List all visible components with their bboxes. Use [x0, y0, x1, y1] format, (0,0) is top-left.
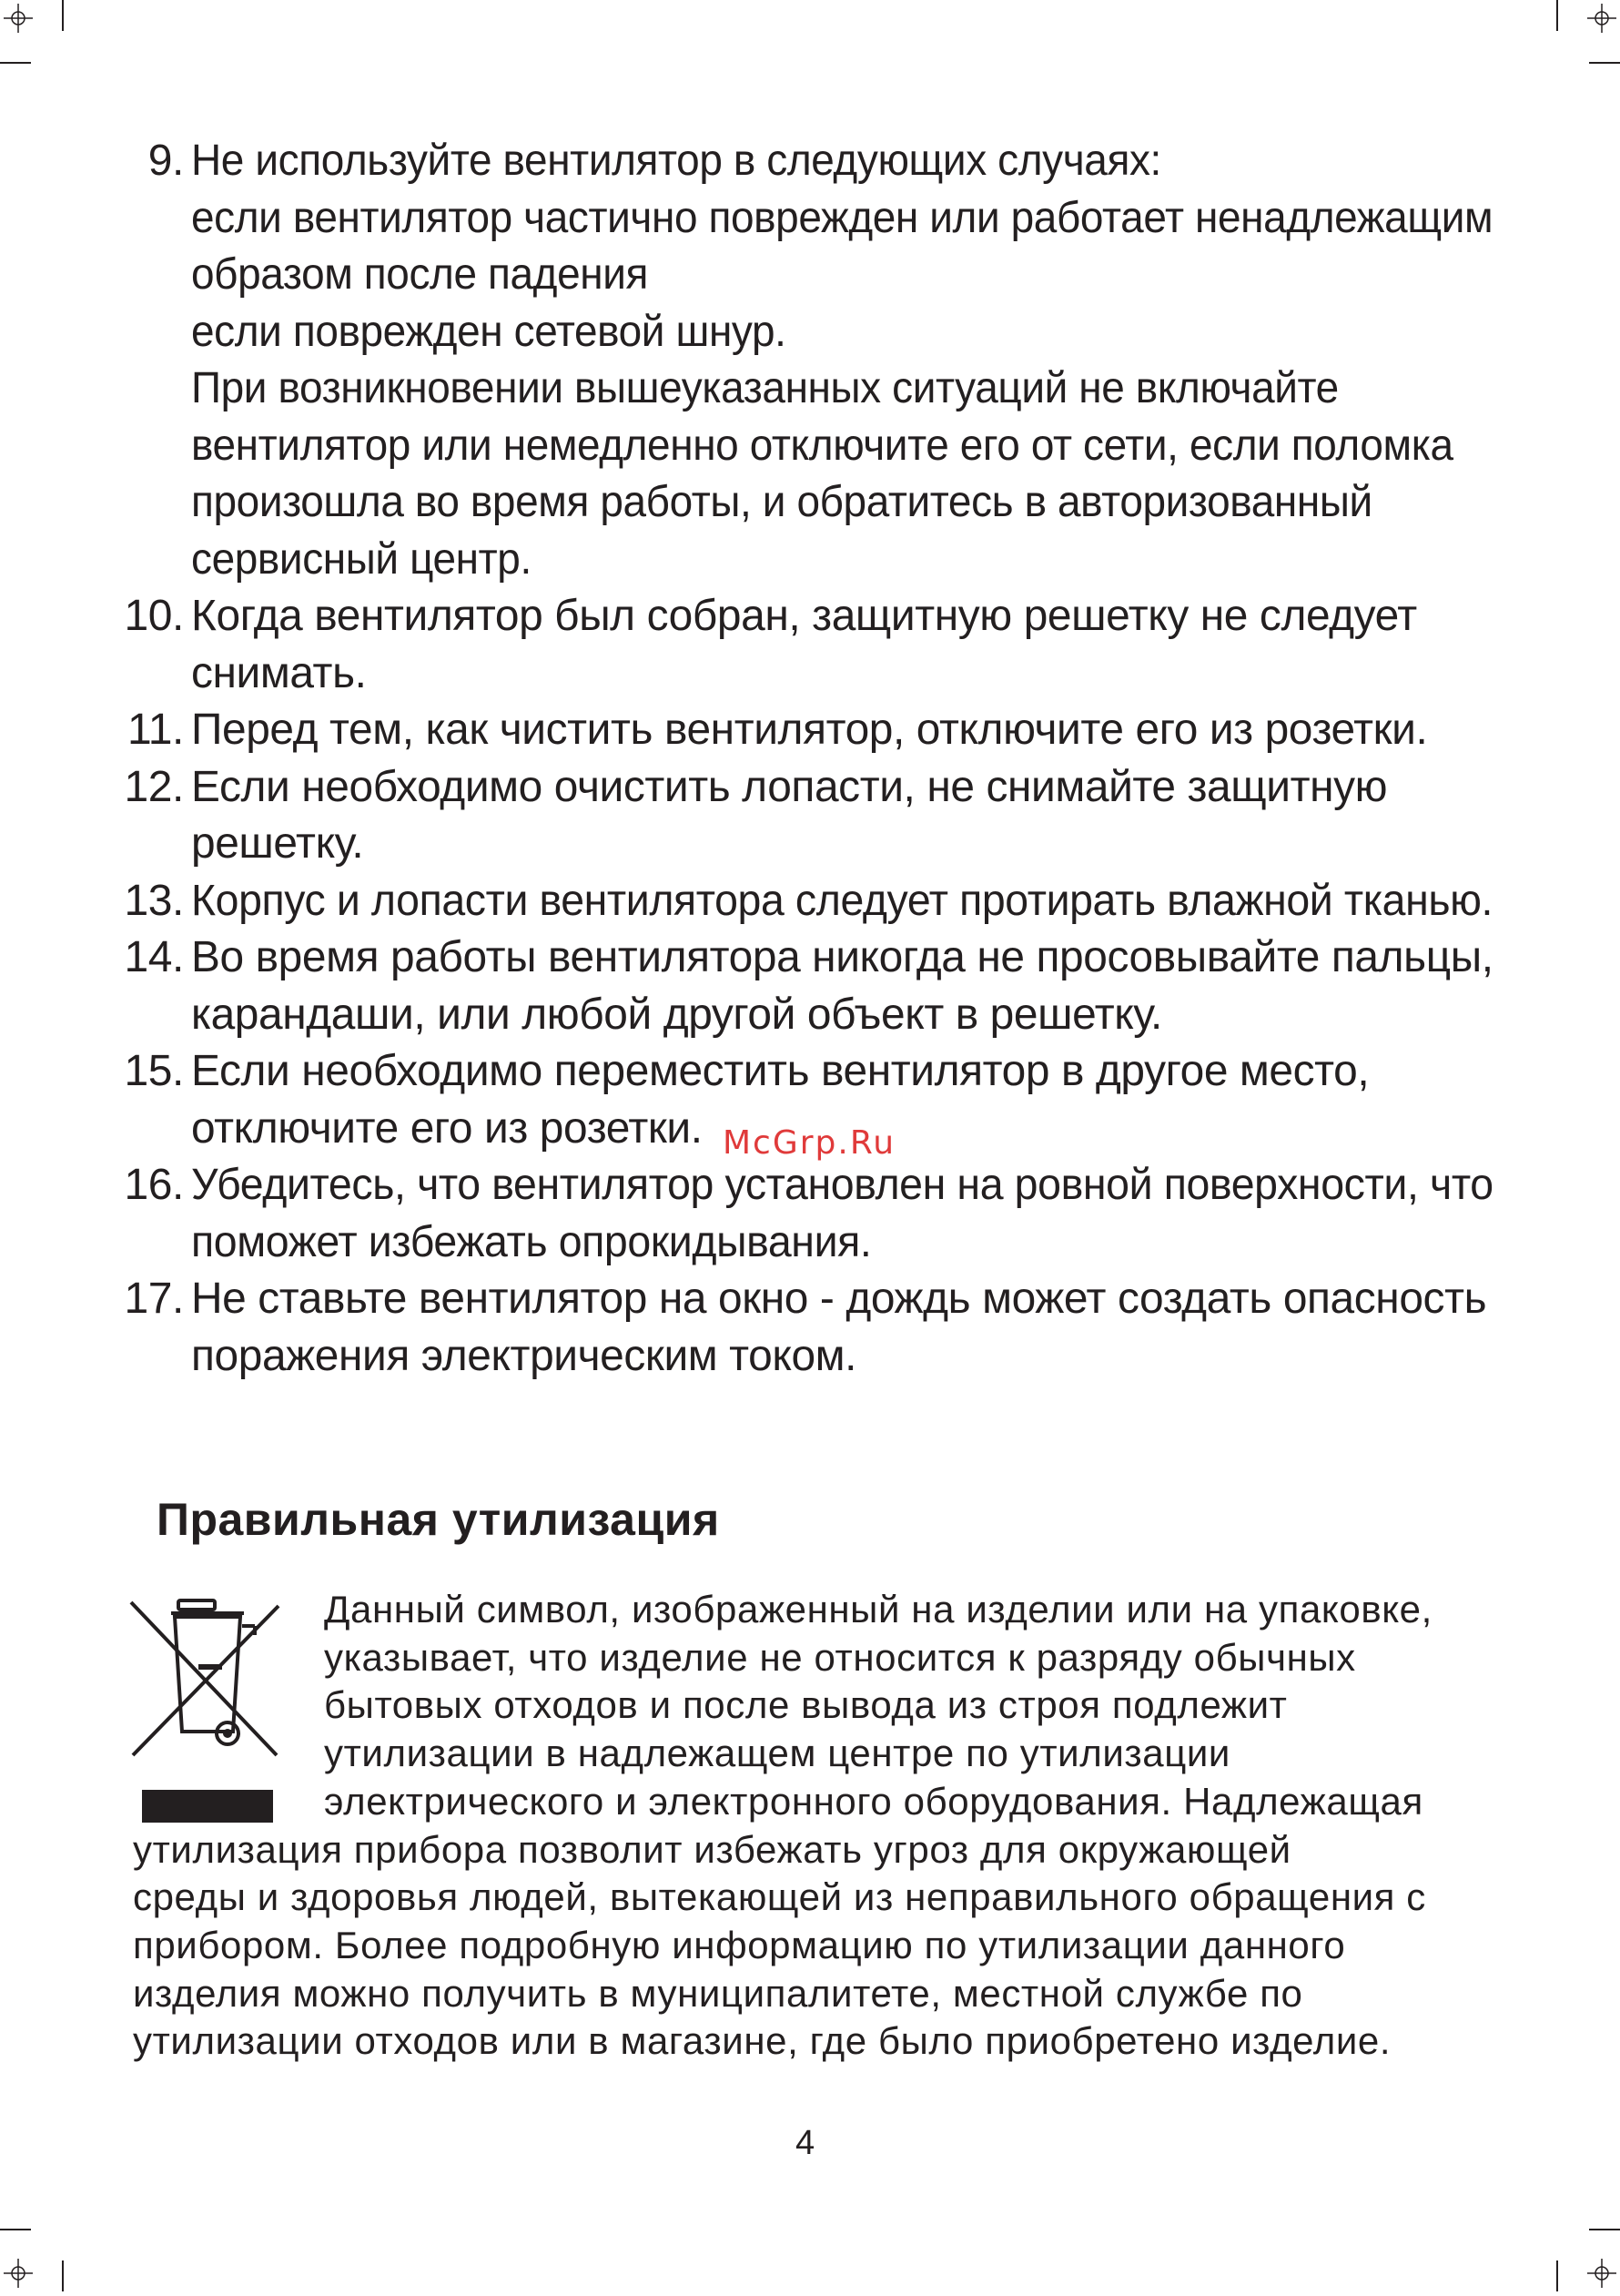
text-line: отключите его из розетки. [191, 1103, 703, 1153]
list-item-text [184, 1157, 1536, 1271]
text-line: При возникновении вышеуказанных ситуаций не включайте [191, 364, 1339, 412]
section-heading: Правильная утилизация [157, 1494, 720, 1545]
text-line: произошла во время работы, и обратитесь в авторизованный [191, 478, 1372, 526]
crop-mark [1556, 0, 1558, 31]
list-item-text [184, 759, 1496, 873]
list-item-number: 9. [147, 137, 184, 185]
paragraph-line: бытовых отходов и после вывода из строя подлежит [324, 1683, 1288, 1727]
list-item-number: 15. [124, 1047, 184, 1095]
list-item-number: 16. [124, 1161, 184, 1209]
list-item [113, 702, 1496, 759]
watermark: McGrp.Ru [723, 1124, 896, 1162]
list-item-number: 14. [124, 933, 184, 981]
text-line: вентилятор или немедленно отключите его от сети, если поломка [191, 421, 1453, 470]
paragraph-line: среды и здоровья людей, вытекающей из неправильного обращения с [133, 1875, 1426, 1919]
paragraph-line: изделия можно получить в муниципалитете, местной службе по [133, 1971, 1303, 2015]
text-line: Если необходимо очистить лопасти, не снимайте защитную [191, 762, 1388, 811]
text-line: образом после падения [191, 250, 649, 299]
text-line: Перед тем, как чистить вентилятор, отключите его из розетки. [191, 706, 1428, 754]
list-item-number: 10. [124, 592, 184, 640]
list-item [113, 588, 1496, 702]
crop-mark [62, 0, 64, 31]
text-line: решетку. [191, 819, 364, 868]
text-line: карандаши, или любой другой объект в решетку. [191, 990, 1162, 1039]
text-line: если поврежден сетевой шнур. [191, 307, 786, 356]
text-line: Не используйте вентилятор в следующих случаях: [191, 137, 1161, 185]
paragraph-line: указывает, что изделие не относится к разряду обычных [324, 1635, 1356, 1679]
crop-mark [0, 62, 31, 64]
disposal-paragraph [133, 1586, 1480, 2066]
list-item [113, 873, 1496, 930]
crop-mark [1556, 2260, 1558, 2291]
crop-mark [1589, 62, 1620, 64]
list-item-text [184, 133, 1551, 588]
list-item-text [184, 702, 1496, 759]
paragraph-line: утилизация прибора позволит избежать угроз для окружающей [133, 1827, 1291, 1871]
text-line: поражения электрическим током. [191, 1331, 857, 1380]
list-item-number: 11. [127, 706, 184, 754]
paragraph-line: прибором. Более подробную информацию по утилизации данного [133, 1923, 1346, 1966]
text-line: Когда вентилятор был собран, защитную решетку не следует [191, 592, 1417, 640]
paragraph-line: утилизации в надлежащем центре по утилизации [324, 1732, 1230, 1775]
list-item [113, 930, 1496, 1043]
paragraph-line: Данный символ, изображенный на изделии или на упаковке, [324, 1588, 1433, 1631]
list-item-text [184, 930, 1497, 1043]
text-line: Если необходимо переместить вентилятор в другое место, [191, 1047, 1370, 1095]
safety-instructions-list [113, 133, 1496, 1385]
text-line: Не ставьте вентилятор на окно - дождь может создать опасность [191, 1275, 1487, 1323]
list-item-number: 17. [124, 1275, 184, 1323]
text-line: сервисный центр. [191, 534, 532, 584]
list-item [113, 133, 1496, 588]
crop-mark [1589, 2229, 1620, 2230]
list-item [113, 1157, 1496, 1271]
list-item-number: 13. [124, 876, 184, 925]
text-line: Убедитесь, что вентилятор установлен на ровной поверхности, что [191, 1161, 1493, 1209]
text-line: Во время работы вентилятора никогда не просовывайте пальцы, [191, 933, 1493, 981]
text-line: если вентилятор частично поврежден или работает ненадлежащим [191, 193, 1493, 242]
list-item-text [184, 588, 1496, 702]
list-item [113, 759, 1496, 873]
crop-mark [0, 2229, 31, 2230]
paragraph-line: электрического и электронного оборудования. Надлежащая [324, 1779, 1423, 1823]
text-line: Корпус и лопасти вентилятора следует протирать влажной тканью. [191, 876, 1493, 925]
list-item-text [184, 1271, 1496, 1385]
crop-mark [62, 2260, 64, 2291]
text-line: снимать. [191, 648, 367, 697]
page-number: 4 [795, 2124, 815, 2162]
list-item-number: 12. [124, 762, 184, 811]
list-item [113, 1271, 1496, 1385]
paragraph-line: утилизации отходов или в магазине, где было приобретено изделие. [133, 2019, 1392, 2063]
registration-mark-icon [0, 0, 36, 36]
list-item-text [184, 873, 1537, 930]
registration-mark-icon [0, 2255, 36, 2291]
text-line: поможет избежать опрокидывания. [191, 1217, 872, 1266]
registration-mark-icon [1584, 0, 1620, 36]
registration-mark-icon [1584, 2255, 1620, 2291]
